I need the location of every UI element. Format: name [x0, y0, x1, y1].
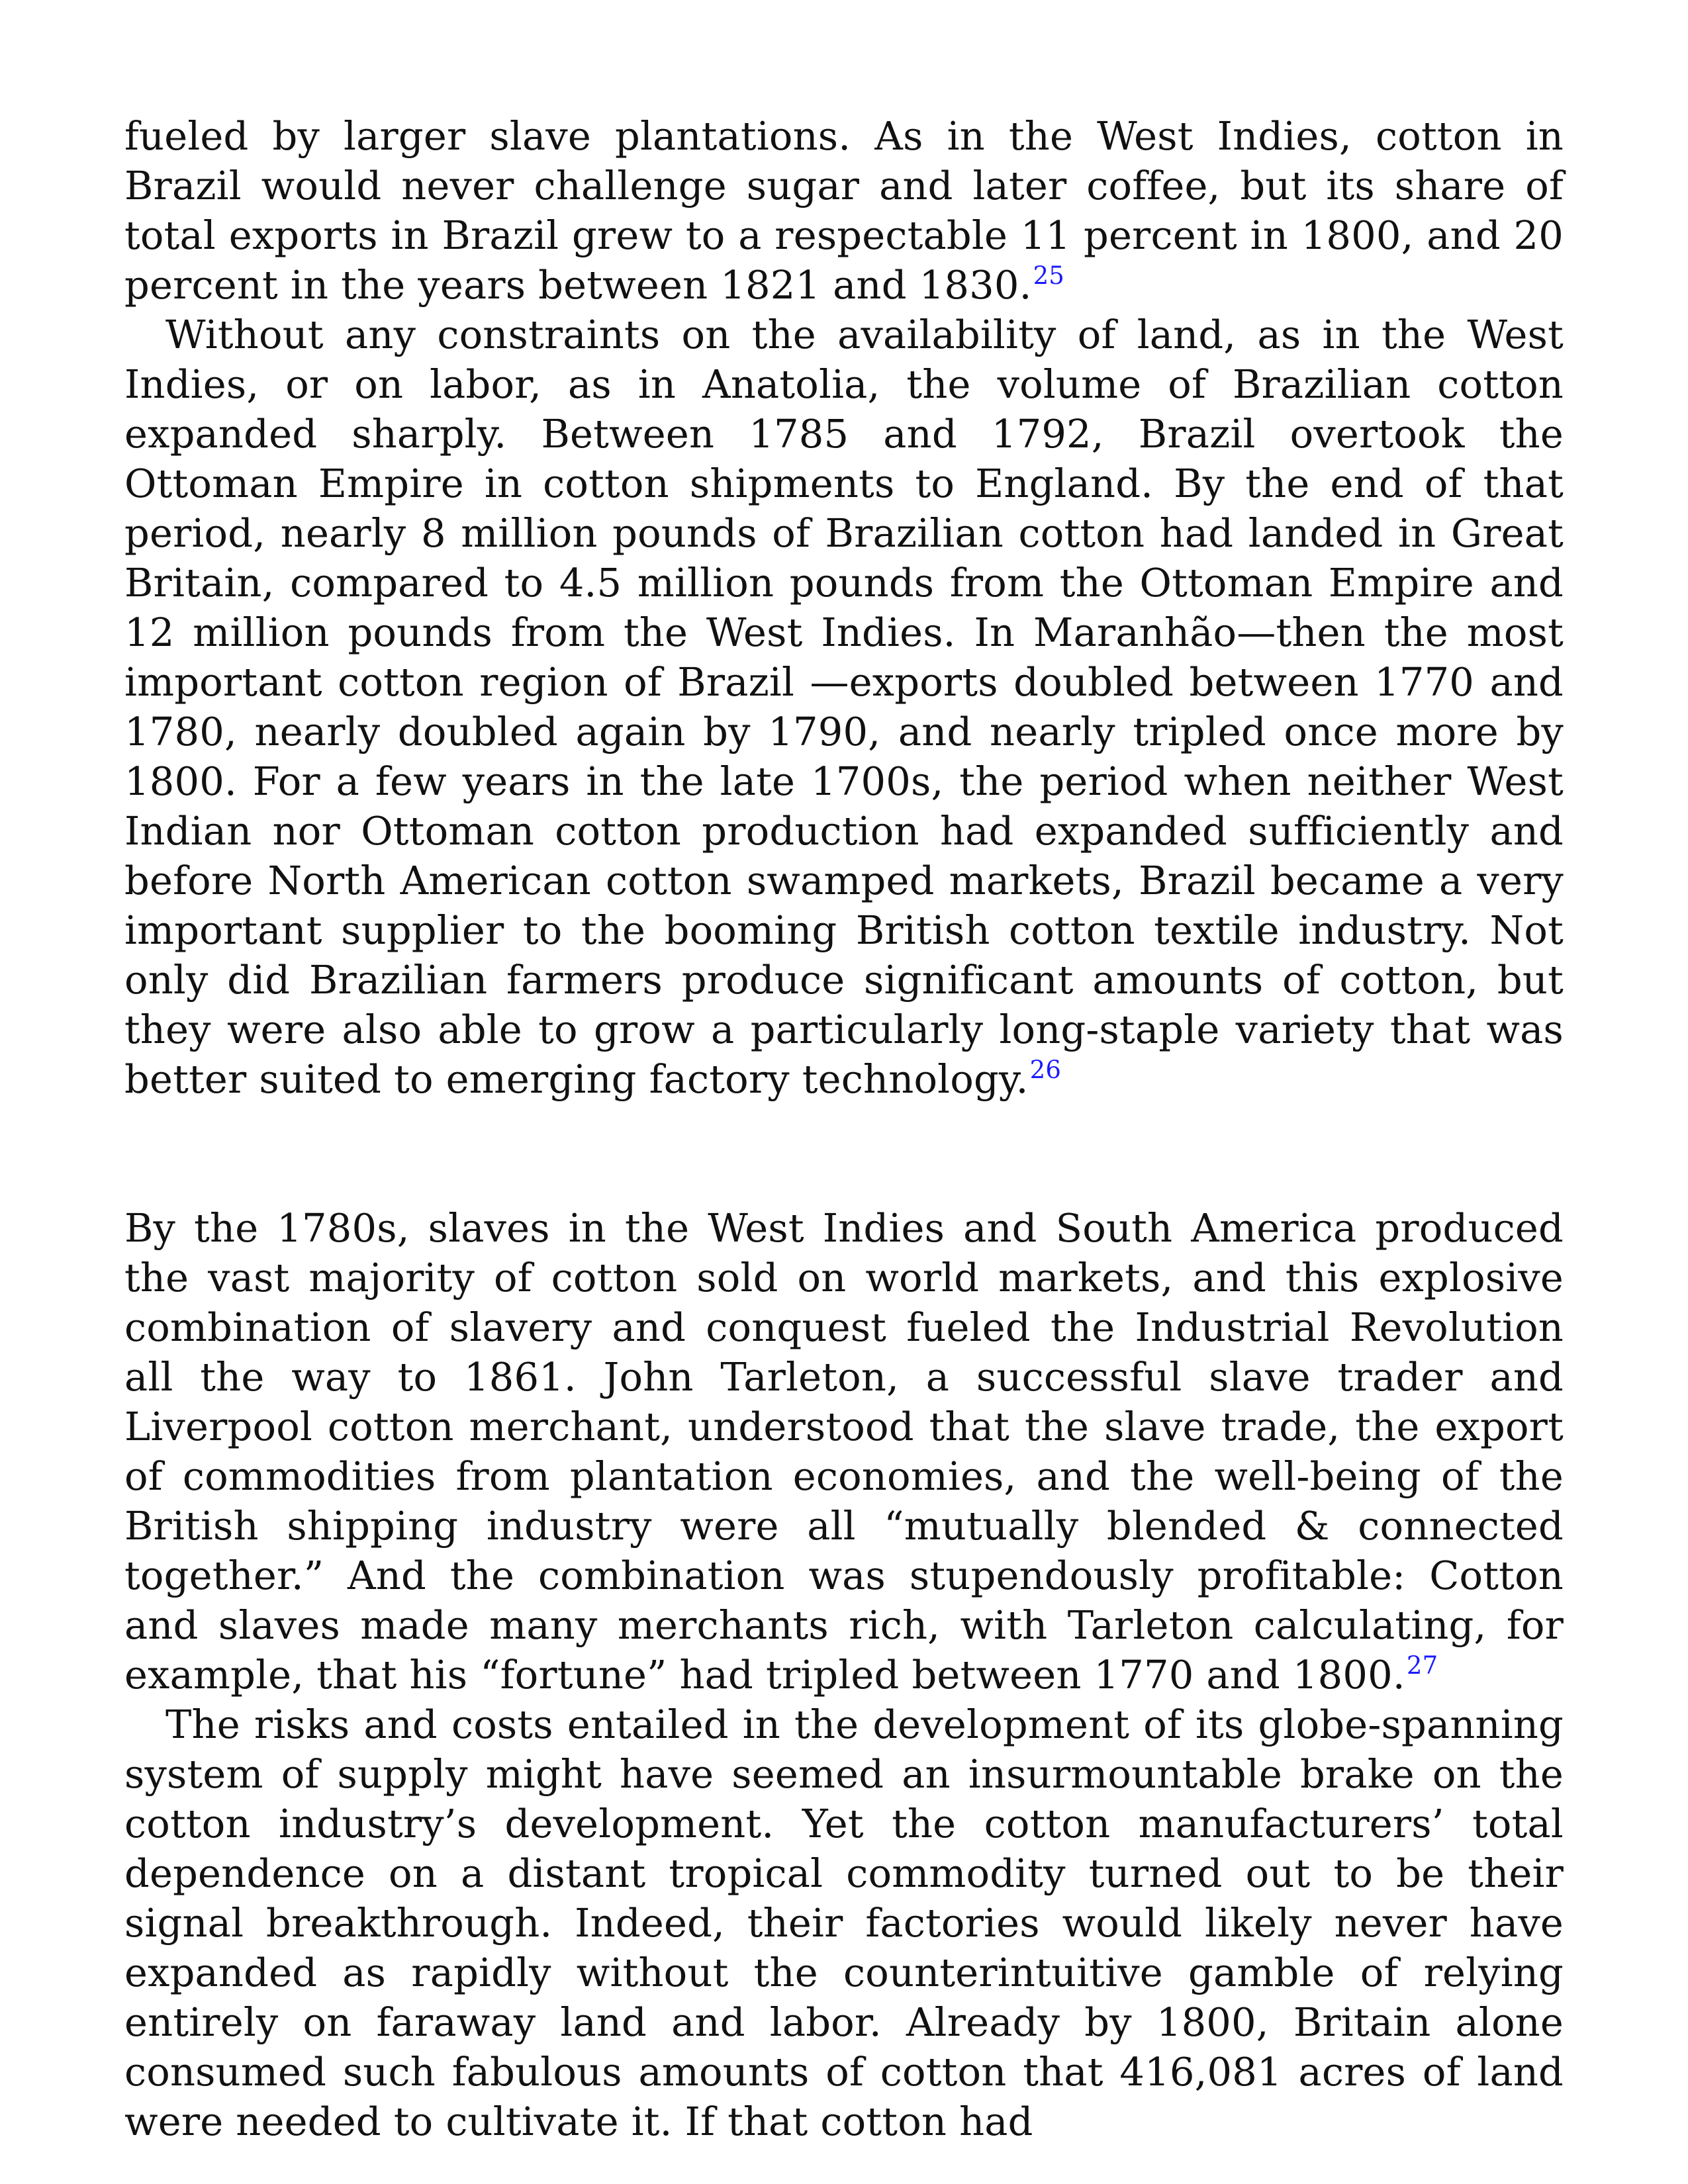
paragraph-global-supply-risks — [124, 1700, 1564, 2146]
paragraph-text: fueled by larger slave plantations. As in the West Indies, cotton in Brazil would never challenge sugar and later coffee, but its share of total exports in Brazil grew to a respectable 11 percent in 1800, and 20 percent in the years between 1821 and 1830. — [124, 113, 1564, 308]
paragraph-text: Without any constraints on the availability of land, as in the West Indies, or on labor, as in Anatolia, the volume of Brazilian cotton expanded sharply. Between 1785 and 1792, Brazil overtook the Ottoman Empire in cotton shipments to England. By the end of that period, nearly 8 million pounds of Brazilian cotton had landed in Great Britain, compared to 4.5 million pounds from the Ottoman Empire and 12 million pounds from the West Indies. In Maranhão—then the most important cotton region of Brazil —exports doubled between 1770 and 1780, nearly doubled again by 1790, and nearly tripled once more by 1800. For a few years in the late 1700s, the period when neither West Indian nor Ottoman cotton production had expanded sufficiently and before North American cotton swamped markets, Brazil became a very important supplier to the booming British cotton textile industry. Not only did Brazilian farmers produce significant amounts of cotton, but they were also able to grow a particularly long-staple variety that was better suited to emerging factory technology. — [124, 312, 1564, 1102]
paragraph-brazil-exports — [124, 111, 1564, 310]
paragraph-text: By the 1780s, slaves in the West Indies and South America produced the vast majority of cotton sold on world markets, and this explosive combination of slavery and conquest fueled the Industrial Revolution all the way to 1861. John Tarleton, a successful slave trader and Liverpool cotton merchant, understood that the slave trade, the export of commodities from plantation economies, and the well-being of the British shipping industry were all “mutually blended & connected together.” And the combination was stupendously profitable: Cotton and slaves made many merchants rich, with Tarleton calculating, for example, that his “fortune” had tripled between 1770 and 1800. — [124, 1205, 1564, 1698]
section-break — [124, 1104, 1564, 1203]
paragraph-brazilian-cotton-expansion — [124, 310, 1564, 1104]
paragraph-text: The risks and costs entailed in the development of its globe-spanning system of supply might have seemed an insurmountable brake on the cotton industry’s development. Yet the cotton manufacturers’ total dependence on a distant tropical commodity turned out to be their signal breakthrough. Indeed, their factories would likely never have expanded as rapidly without the counterintuitive gamble of relying entirely on faraway land and labor. Already by 1800, Britain alone consumed such fabulous amounts of cotton that 416,081 acres of land were needed to cultivate it. If that cotton had — [124, 1702, 1564, 2144]
footnote-reference-26[interactable]: 26 — [1029, 1056, 1062, 1084]
paragraph-slavery-industrial-revolution — [124, 1203, 1564, 1700]
footnote-reference-27[interactable]: 27 — [1406, 1651, 1438, 1680]
book-page — [124, 111, 1564, 2146]
footnote-reference-25[interactable]: 25 — [1033, 261, 1065, 290]
